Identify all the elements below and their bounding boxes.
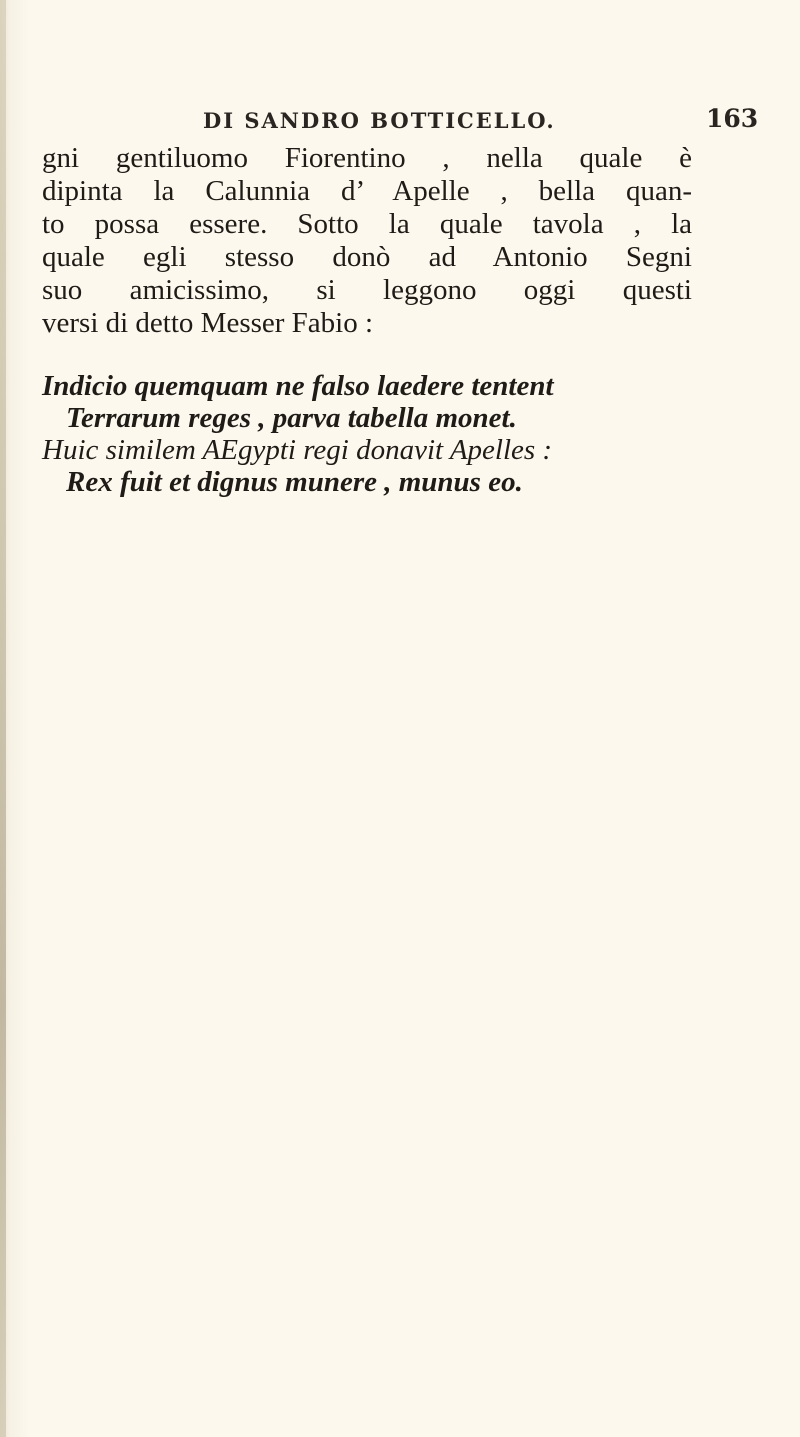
page-gutter-edge <box>0 0 6 1437</box>
verse-line: Indicio quemquam ne falso laedere tentent <box>42 370 554 402</box>
running-head-title: DI SANDRO BOTTICELLO. <box>203 108 556 133</box>
prose-line: suo amicissimo, si leggono oggi questi <box>42 274 692 306</box>
verse-line: Rex fuit et dignus munere , munus eo. <box>66 466 523 498</box>
verse-line: Terrarum reges , parva tabella monet. <box>66 402 517 434</box>
prose-line: versi di detto Messer Fabio : <box>42 307 374 339</box>
running-head <box>0 104 800 144</box>
verse-line: Huic similem AEgypti regi donavit Apelles : <box>42 434 553 466</box>
prose-line: dipinta la Calunnia d’ Apelle , bella quan- <box>42 175 692 207</box>
latin-epigram <box>42 370 702 498</box>
prose-line: quale egli stesso donò ad Antonio Segni <box>42 241 692 273</box>
prose-line: to possa essere. Sotto la quale tavola , la <box>42 208 692 240</box>
prose-paragraph <box>42 142 692 340</box>
page-number: 163 <box>706 104 759 133</box>
prose-line: gni gentiluomo Fiorentino , nella quale è <box>42 142 692 174</box>
